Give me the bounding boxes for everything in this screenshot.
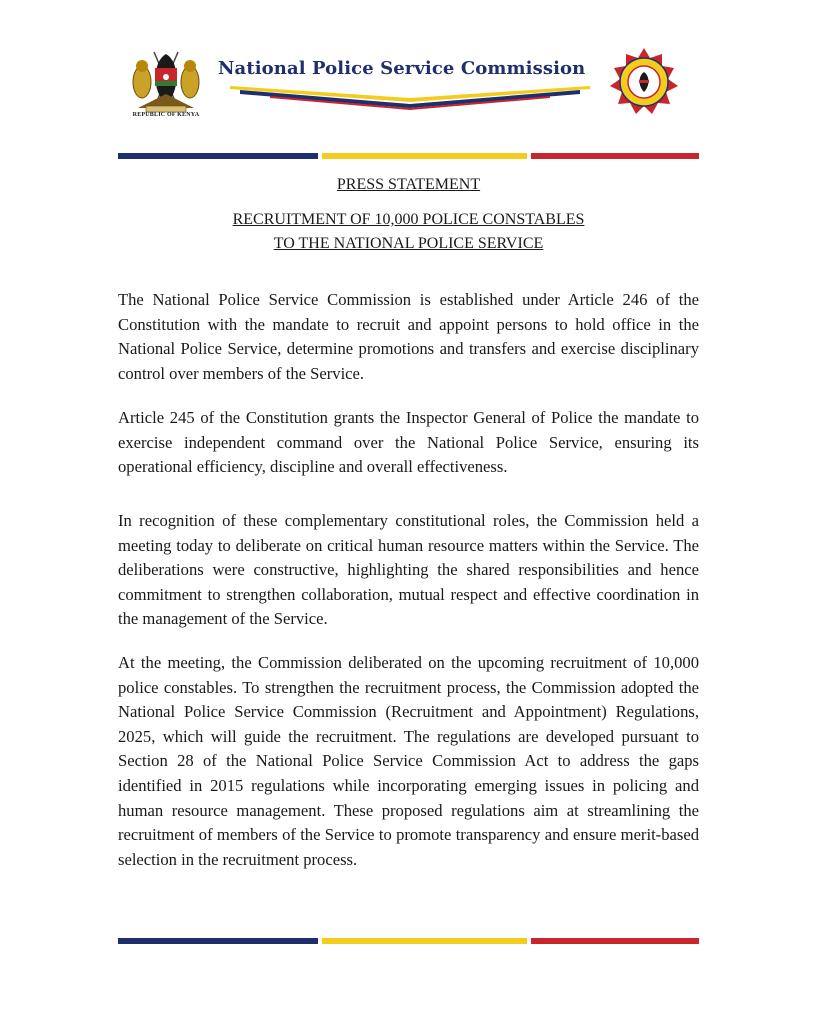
title-line-1: RECRUITMENT OF 10,000 POLICE CONSTABLES bbox=[232, 211, 585, 228]
paragraph-2: Article 245 of the Constitution grants the Inspector General of Police the mandate to exercise independent command over the National Police Service, ensuring its operational efficiency, discipline and overall effectiveness. bbox=[118, 408, 699, 477]
paragraph-1: The National Police Service Commission is established under Article 246 of the Constitution with the mandate to recruit and appoint persons to hold office in the National Police Service, determine promotions and transfers and exercise disciplinary control over members of the Service. bbox=[118, 290, 699, 383]
paragraph-3: In recognition of these complementary constitutional roles, the Commission held a meeting today to deliberate on critical human resource matters within the Service. The deliberations were constructive, highlighting the shared responsibilities and hence commitment to strengthen collaboration, mutual respect and effective coordination in the management of the Service. bbox=[118, 511, 699, 629]
paragraph-4: At the meeting, the Commission deliberated on the upcoming recruitment of 10,000 police constables. To strengthen the recruitment process, the Commission adopted the National Police Service Commission (Recruitment and Appointment) Regulations, 2025, which will guide the recruitment. The regulations are developed pursuant to Section 28 of the National Police Service Commission Act to address the gaps identified in 2015 regulations while incorporating emerging issues in policing and human resource management. These proposed regulations aim at streamlining the recruitment of members of the Service to promote transparency and ensure merit-based selection in the recruitment process. bbox=[118, 653, 699, 869]
letterhead bbox=[118, 40, 703, 120]
commission-seal-icon bbox=[608, 46, 680, 118]
top-divider bbox=[118, 153, 699, 159]
coat-caption: REPUBLIC OF KENYA bbox=[132, 112, 200, 118]
kenya-coat-of-arms-icon bbox=[128, 46, 204, 122]
press-statement-heading: PRESS STATEMENT bbox=[336, 176, 481, 193]
organization-name: National Police Service Commission bbox=[218, 58, 586, 79]
title-line-2: TO THE NATIONAL POLICE SERVICE bbox=[273, 235, 544, 252]
bottom-divider bbox=[118, 938, 699, 944]
flag-chevron-icon bbox=[230, 84, 590, 110]
